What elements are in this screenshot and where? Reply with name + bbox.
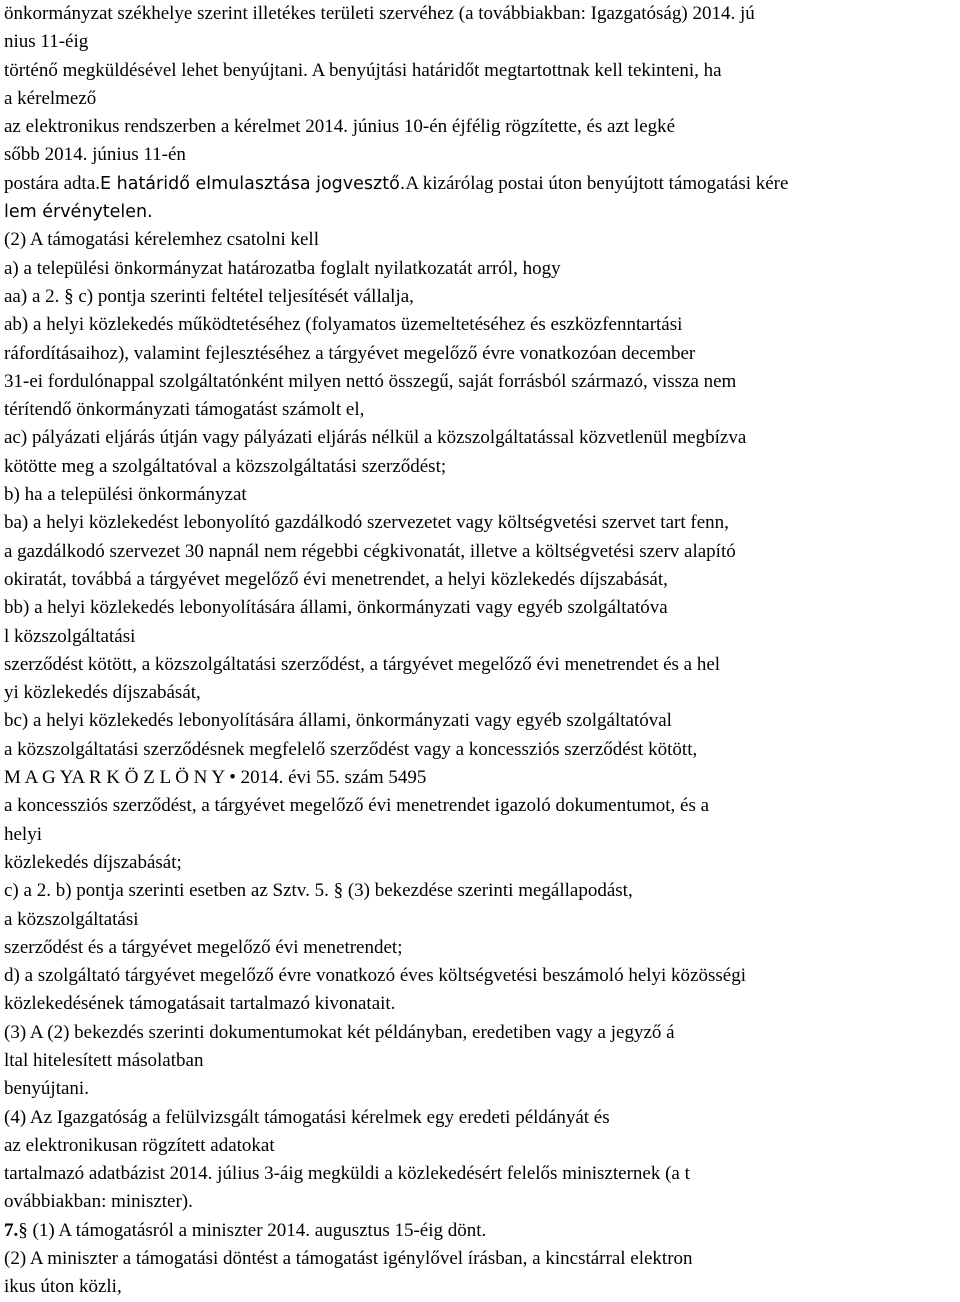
text-line: bc) a helyi közlekedés lebonyolítására állami, önkormányzati vagy egyéb szolgáltatóval bbox=[4, 710, 672, 732]
text-fragment: § (1) A támogatásról a miniszter 2014. augusztus 15-éig dönt. bbox=[18, 1219, 487, 1241]
text-line: 31-ei fordulónappal szolgáltatónként milyen nettó összegű, saját forrásból származó, vissza nem bbox=[4, 370, 737, 392]
text-line: ac) pályázati eljárás útján vagy pályázati eljárás nélkül a közszolgáltatással közvetlenül megbízva bbox=[4, 427, 747, 449]
text-line: ráfordításaihoz), valamint fejlesztéséhez a tárgyévet megelőző évre vonatkozóan december bbox=[4, 342, 696, 364]
text-fragment: A kizárólag postai úton benyújtott támogatási kére bbox=[405, 172, 789, 194]
text-line: a közszolgáltatási bbox=[4, 908, 139, 930]
text-line bbox=[4, 1217, 958, 1245]
text-line: lem érvénytelen. bbox=[4, 202, 153, 223]
text-line: sőbb 2014. június 11-én bbox=[4, 144, 186, 166]
text-line: a koncessziós szerződést, a tárgyévet megelőző évi menetrendet igazoló dokumentumot, és a bbox=[4, 795, 710, 817]
text-line: tartalmazó adatbázist 2014. július 3-áig megküldi a közlekedésért felelős miniszternek (a t bbox=[4, 1163, 690, 1185]
text-line: szerződést kötött, a közszolgáltatási szerződést, a tárgyévet megelőző évi menetrendet és a hel bbox=[4, 653, 721, 675]
text-line: (2) A támogatási kérelemhez csatolni kell bbox=[4, 229, 319, 251]
text-line: szerződést és a tárgyévet megelőző évi menetrendet; bbox=[4, 936, 403, 958]
text-line: ba) a helyi közlekedést lebonyolító gazdálkodó szervezetet vagy költségvetési szervet tart fenn, bbox=[4, 512, 729, 534]
text-line: az elektronikusan rögzített adatokat bbox=[4, 1134, 275, 1156]
section-number: 7. bbox=[4, 1219, 19, 1241]
text-line: önkormányzat székhelye szerint illetékes területi szervéhez (a továbbiakban: Igazgatóság) 2014. jú bbox=[4, 3, 755, 24]
text-line: (2) A miniszter a támogatási döntést a támogatást igénylővel írásban, a kincstárral elektron bbox=[4, 1248, 693, 1270]
text-line: ovábbiakban: miniszter). bbox=[4, 1191, 193, 1213]
text-line: a gazdálkodó szervezet 30 napnál nem régebbi cégkivonatát, illetve a költségvetési szerv alapító bbox=[4, 540, 736, 562]
text-line: yi közlekedés díjszabását, bbox=[4, 682, 201, 704]
text-line: okiratát, továbbá a tárgyévet megelőző évi menetrendet, a helyi közlekedés díjszabását, bbox=[4, 568, 668, 590]
text-line: ab) a helyi közlekedés működtetéséhez (folyamatos üzemeltetéséhez és eszközfenntartási bbox=[4, 314, 683, 336]
text-fragment: postára adta. bbox=[4, 172, 101, 194]
text-line: a) a települési önkormányzat határozatba foglalt nyilatkozatát arról, hogy bbox=[4, 257, 561, 279]
text-line: (3) A (2) bekezdés szerinti dokumentumokat két példányban, eredetiben vagy a jegyző á bbox=[4, 1021, 675, 1043]
text-line: (4) Az Igazgatóság a felülvizsgált támogatási kérelmek egy eredeti példányát és bbox=[4, 1106, 610, 1128]
text-line: benyújtani. bbox=[4, 1078, 89, 1100]
text-fragment: E határidő elmulasztása jogvesztő. bbox=[100, 173, 406, 194]
text-line: térítendő önkormányzati támogatást számolt el, bbox=[4, 399, 365, 421]
text-line: bb) a helyi közlekedés lebonyolítására állami, önkormányzati vagy egyéb szolgáltatóva bbox=[4, 597, 668, 619]
text-line: d) a szolgáltató tárgyévet megelőző évre vonatkozó éves költségvetési beszámoló helyi közösségi bbox=[4, 965, 746, 987]
text-line: helyi bbox=[4, 823, 42, 845]
text-line: b) ha a települési önkormányzat bbox=[4, 484, 247, 506]
text-line: közlekedésének támogatásait tartalmazó kivonatait. bbox=[4, 993, 396, 1015]
text-line: történő megküldésével lehet benyújtani. A benyújtási határidőt megtartottnak kell tekinteni, ha bbox=[4, 59, 722, 81]
text-line: nius 11-éig bbox=[4, 31, 89, 53]
text-line: l közszolgáltatási bbox=[4, 625, 136, 647]
text-line: ltal hitelesített másolatban bbox=[4, 1049, 204, 1071]
text-line: a közszolgáltatási szerződésnek megfelelő szerződést vagy a koncessziós szerződést kötött, bbox=[4, 738, 698, 760]
document-page bbox=[4, 0, 958, 1302]
page-header: M A G YA R K Ö Z L Ö N Y • 2014. évi 55. szám 5495 bbox=[4, 767, 427, 789]
text-line: a kérelmező bbox=[4, 87, 97, 109]
text-line: az elektronikus rendszerben a kérelmet 2014. június 10-én éjfélig rögzítette, és azt legké bbox=[4, 116, 676, 138]
text-line: c) a 2. b) pontja szerinti esetben az Sztv. 5. § (3) bekezdése szerinti megállapodást, bbox=[4, 880, 633, 902]
text-line bbox=[4, 170, 958, 198]
text-line: közlekedés díjszabását; bbox=[4, 851, 182, 873]
text-line: aa) a 2. § c) pontja szerinti feltétel teljesítését vállalja, bbox=[4, 285, 414, 307]
text-line: kötötte meg a szolgáltatóval a közszolgáltatási szerződést; bbox=[4, 455, 447, 477]
text-line: ikus úton közli, bbox=[4, 1276, 122, 1298]
